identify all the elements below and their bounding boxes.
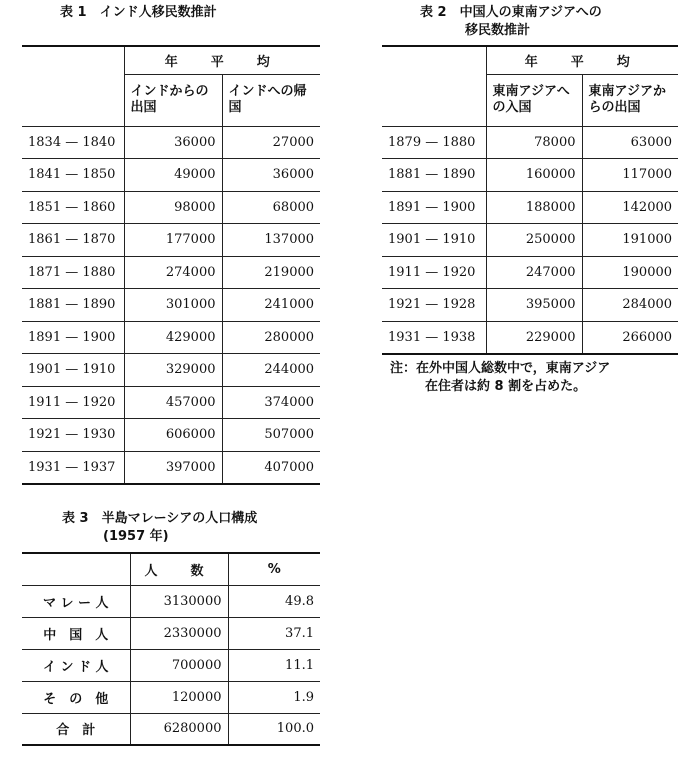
return-cell: 507000 [222, 419, 320, 452]
table2-note-line2: 在住者は約 8 割を占めた。 [425, 379, 587, 394]
outbound-cell: 429000 [124, 321, 222, 354]
table-row [382, 191, 678, 224]
table-row [22, 354, 320, 387]
period-cell: 1851 — 1860 [22, 191, 124, 224]
table3-col-pct-header: % [228, 553, 320, 585]
period-cell: 1881 — 1890 [22, 289, 124, 322]
inbound-cell: 78000 [486, 126, 582, 159]
inbound-cell: 160000 [486, 159, 582, 192]
table3-corner-cell [22, 553, 130, 585]
period-cell: 1911 — 1920 [382, 256, 486, 289]
table-row [382, 321, 678, 354]
table-row [22, 419, 320, 452]
table1-indian-migration [22, 45, 320, 485]
pct-cell: 1.9 [228, 681, 320, 713]
table1-col-out-header: インドからの出国 [124, 74, 222, 126]
inbound-cell: 188000 [486, 191, 582, 224]
period-cell: 1901 — 1910 [22, 354, 124, 387]
return-cell: 219000 [222, 256, 320, 289]
return-cell: 241000 [222, 289, 320, 322]
table-row [22, 256, 320, 289]
group-cell: 中 国 人 [22, 617, 130, 649]
table-row [22, 649, 320, 681]
period-cell: 1891 — 1900 [382, 191, 486, 224]
outbound-cell: 329000 [124, 354, 222, 387]
count-cell: 120000 [130, 681, 228, 713]
total-label-cell: 合 計 [22, 713, 130, 745]
outbound-cell: 177000 [124, 224, 222, 257]
table-row [382, 256, 678, 289]
total-row [22, 713, 320, 745]
table2-caption-line2: 移民数推計 [465, 23, 531, 38]
table1-caption: 表 1 インド人移民数推計 [60, 5, 217, 20]
table-row [22, 191, 320, 224]
return-cell: 280000 [222, 321, 320, 354]
table3-caption-line2: (1957 年) [103, 529, 169, 544]
return-cell: 68000 [222, 191, 320, 224]
table-row [22, 126, 320, 159]
period-cell: 1841 — 1850 [22, 159, 124, 192]
period-cell: 1881 — 1890 [382, 159, 486, 192]
table2-note-line1: 注：在外中国人総数中で，東南アジア [390, 361, 611, 376]
count-cell: 3130000 [130, 585, 228, 617]
table1-header-spacer [22, 74, 124, 126]
outbound-cell: 49000 [124, 159, 222, 192]
table-row [22, 159, 320, 192]
table2-col-out-header: 東南アジアからの出国 [582, 74, 678, 126]
outbound-cell: 191000 [582, 224, 678, 257]
outbound-cell: 274000 [124, 256, 222, 289]
table-row [22, 224, 320, 257]
table3-col-count-header: 人 数 [130, 553, 228, 585]
table3-caption-line1: 表 3 半島マレーシアの人口構成 [62, 511, 258, 526]
period-cell: 1911 — 1920 [22, 386, 124, 419]
period-cell: 1901 — 1910 [382, 224, 486, 257]
outbound-cell: 606000 [124, 419, 222, 452]
period-cell: 1834 — 1840 [22, 126, 124, 159]
table1-col-back-header: インドへの帰国 [222, 74, 320, 126]
table1-group-header: 年 平 均 [124, 46, 320, 74]
group-cell: そ の 他 [22, 681, 130, 713]
outbound-cell: 457000 [124, 386, 222, 419]
outbound-cell: 98000 [124, 191, 222, 224]
return-cell: 407000 [222, 451, 320, 484]
table-row [22, 386, 320, 419]
table2-group-header: 年 平 均 [486, 46, 678, 74]
count-cell: 700000 [130, 649, 228, 681]
period-cell: 1879 — 1880 [382, 126, 486, 159]
outbound-cell: 142000 [582, 191, 678, 224]
table-row [22, 321, 320, 354]
total-pct-cell: 100.0 [228, 713, 320, 745]
outbound-cell: 301000 [124, 289, 222, 322]
return-cell: 27000 [222, 126, 320, 159]
table-row [22, 451, 320, 484]
table3-malaysia-population [22, 552, 320, 746]
table-row [22, 585, 320, 617]
table-row [22, 289, 320, 322]
outbound-cell: 117000 [582, 159, 678, 192]
outbound-cell: 284000 [582, 289, 678, 322]
inbound-cell: 247000 [486, 256, 582, 289]
period-cell: 1921 — 1930 [22, 419, 124, 452]
inbound-cell: 395000 [486, 289, 582, 322]
total-count-cell: 6280000 [130, 713, 228, 745]
period-cell: 1891 — 1900 [22, 321, 124, 354]
table2-chinese-migration [382, 45, 678, 355]
pct-cell: 37.1 [228, 617, 320, 649]
table2-corner-cell [382, 46, 486, 74]
inbound-cell: 229000 [486, 321, 582, 354]
outbound-cell: 36000 [124, 126, 222, 159]
count-cell: 2330000 [130, 617, 228, 649]
outbound-cell: 397000 [124, 451, 222, 484]
table-row [22, 617, 320, 649]
table-row [382, 289, 678, 322]
group-cell: イ ン ド 人 [22, 649, 130, 681]
inbound-cell: 250000 [486, 224, 582, 257]
outbound-cell: 190000 [582, 256, 678, 289]
period-cell: 1921 — 1928 [382, 289, 486, 322]
outbound-cell: 63000 [582, 126, 678, 159]
group-cell: マ レ ー 人 [22, 585, 130, 617]
table2-col-in-header: 東南アジアへの入国 [486, 74, 582, 126]
outbound-cell: 266000 [582, 321, 678, 354]
return-cell: 374000 [222, 386, 320, 419]
table-row [382, 224, 678, 257]
period-cell: 1861 — 1870 [22, 224, 124, 257]
table-row [382, 126, 678, 159]
return-cell: 36000 [222, 159, 320, 192]
table1-corner-cell [22, 46, 124, 74]
table-row [22, 681, 320, 713]
table-row [382, 159, 678, 192]
return-cell: 137000 [222, 224, 320, 257]
table2-caption-line1: 表 2 中国人の東南アジアへの [420, 5, 602, 20]
pct-cell: 49.8 [228, 585, 320, 617]
period-cell: 1931 — 1938 [382, 321, 486, 354]
table2-header-spacer [382, 74, 486, 126]
return-cell: 244000 [222, 354, 320, 387]
pct-cell: 11.1 [228, 649, 320, 681]
period-cell: 1871 — 1880 [22, 256, 124, 289]
period-cell: 1931 — 1937 [22, 451, 124, 484]
